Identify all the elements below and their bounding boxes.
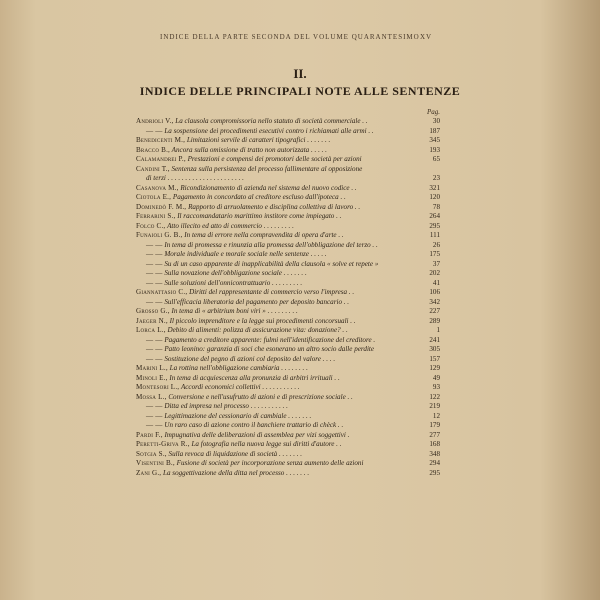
index-entry	[136, 393, 440, 402]
entry-page: 175	[429, 250, 440, 258]
entry-text	[136, 165, 362, 174]
entry-title: Ditta ed impresa nel processo . . . . . . . . . . .	[162, 402, 288, 410]
entry-author: Ciotola E.,	[136, 193, 172, 201]
entry-author: — —	[146, 402, 163, 410]
entry-author: Zani G.,	[136, 468, 162, 477]
index-entry	[136, 203, 440, 212]
entry-text	[146, 421, 343, 430]
page-column-label: Pag.	[426, 108, 440, 116]
entry-author: — —	[146, 259, 163, 268]
entry-title: Il piccolo imprenditore e la legge sui procedimenti concorsuali . .	[167, 316, 356, 325]
entry-title: Morale individuale e morale sociale nelle sentenze . . . . .	[162, 250, 327, 258]
entry-page: 294	[429, 459, 440, 467]
entry-title: Sulle soluzioni dell'onnicontrattuario . . . . . . . . .	[162, 278, 303, 287]
entry-text	[136, 469, 309, 478]
entry-text	[136, 117, 368, 126]
entry-page: 49	[432, 373, 440, 382]
entry-title: Il raccomandatario marittimo institore come impiegato . .	[175, 212, 342, 220]
entry-text	[146, 260, 378, 269]
entry-title: La fotografia nella nuova legge sui diritti d'autore . .	[189, 440, 342, 448]
entry-page: 26	[432, 240, 440, 249]
entry-title: Pagamento in concordato al creditore escluso dall'ipoteca . .	[171, 193, 346, 201]
entry-author: — —	[146, 250, 163, 258]
entry-author: Candini T.,	[136, 164, 170, 173]
entry-author: Giannattasio C.,	[136, 288, 188, 296]
entry-title: Su di un caso apparente di inapplicabilità della clausola « solve et repete »	[162, 259, 379, 268]
running-head-title: INDICE DELLA PARTE SECONDA DEL VOLUME QUARANTESIMO	[160, 33, 420, 41]
entry-page: 264	[429, 212, 440, 220]
entry-text	[136, 203, 360, 212]
entry-text	[146, 345, 374, 354]
entry-title: Patto leonino: garanzia di soci che esonerano un altro socio dalle perdite	[162, 345, 375, 353]
entry-author: Calamandrei P.,	[136, 155, 186, 163]
entry-text	[146, 402, 288, 411]
entry-author: Andrioli V.,	[136, 117, 174, 125]
entry-title: Diritti del rappresentante di commercio verso l'impresa . .	[187, 288, 355, 296]
entry-title: In tema di acquiescenza alla pronunzia di arbitri irrituali . .	[167, 373, 340, 382]
entry-text	[136, 231, 344, 240]
entry-page: 65	[432, 155, 440, 163]
entry-author: Pardi F.,	[136, 430, 163, 439]
index-entry	[136, 412, 440, 421]
entry-page: 342	[429, 297, 440, 306]
entry-author: Grosso G.,	[136, 307, 170, 315]
entry-text	[136, 364, 308, 373]
entry-author: — —	[146, 345, 163, 353]
entry-author: Peretti-Griva R.,	[136, 440, 190, 448]
index-entry	[136, 336, 440, 345]
index-entry	[136, 355, 440, 364]
entry-page: 289	[429, 316, 440, 325]
entry-text	[136, 317, 356, 326]
entry-text	[136, 193, 346, 202]
entry-author: Marini L.,	[136, 364, 168, 372]
index-entry	[136, 260, 440, 269]
entry-page: 345	[429, 136, 440, 144]
entry-author: Lorca L.,	[136, 326, 166, 334]
entry-page: 321	[429, 183, 440, 192]
index-entry	[136, 146, 440, 155]
entry-text	[136, 212, 341, 221]
entry-page: 157	[429, 354, 440, 363]
entry-text	[136, 184, 357, 193]
entry-page: 277	[429, 430, 440, 439]
entry-text	[146, 298, 349, 307]
entry-page: 193	[429, 145, 440, 154]
entry-title: Atto illecito ed atto di commercio . . . . . . . . .	[165, 221, 294, 230]
entry-title: Impugnativa delle deliberazioni di assemblea per vizi soggettivi .	[162, 430, 350, 439]
section-title: INDICE DELLE PRINCIPALI NOTE ALLE SENTENZE	[139, 84, 461, 98]
entry-text	[146, 412, 311, 421]
entry-author: Sotgia S.,	[136, 449, 167, 458]
index-entry	[136, 345, 440, 354]
index-entry	[136, 193, 440, 202]
entry-text	[136, 440, 341, 449]
index-entry	[136, 374, 440, 383]
entry-text	[136, 146, 327, 155]
entry-page: 295	[429, 468, 440, 477]
index-entry	[136, 250, 440, 259]
index-entry	[136, 450, 440, 459]
entry-page: 41	[432, 278, 440, 287]
entry-page: 120	[429, 193, 440, 201]
entry-text	[136, 222, 294, 231]
index-entry	[136, 117, 440, 126]
entry-page: 1	[436, 326, 440, 334]
index-entry	[136, 402, 440, 411]
entry-text	[136, 459, 363, 468]
index-entry	[136, 298, 440, 307]
entry-text	[146, 279, 302, 288]
entry-author: Bracco B.,	[136, 145, 171, 154]
entry-page: 305	[429, 345, 440, 353]
entry-page: 37	[432, 259, 440, 268]
index-entry	[136, 127, 440, 136]
entry-text	[146, 127, 374, 136]
index-entry	[136, 184, 440, 193]
index-entry	[136, 241, 440, 250]
entry-text	[136, 307, 298, 316]
entry-page: 111	[429, 231, 440, 239]
entry-title: Legittimazione del cessionario di cambiale . . . . . . .	[162, 411, 312, 420]
entry-page: 348	[429, 449, 440, 458]
entry-author: Ferrarini S.,	[136, 212, 176, 220]
entry-text	[136, 136, 330, 145]
index-entry	[136, 421, 440, 430]
entry-title: Sull'efficacia liberatoria del pagamento per deposito bancario . .	[162, 297, 350, 306]
entry-author: Visentini B.,	[136, 459, 175, 467]
entry-text	[136, 383, 300, 392]
entry-page: 78	[432, 202, 440, 211]
entry-page: 30	[432, 117, 440, 125]
entry-title: In tema di promessa e rinunzia alla promessa dell'obbligazione del terzo . .	[162, 240, 378, 249]
entry-page: 129	[429, 364, 440, 372]
entry-title: In tema di « arbitrium boni viri » . . . . . . . . .	[169, 307, 298, 315]
entry-text	[146, 269, 307, 278]
index-entry	[136, 288, 440, 297]
index-entry	[136, 440, 440, 449]
entry-page: 202	[429, 269, 440, 277]
index-entry	[136, 431, 440, 440]
entry-title: La sospensione dei procedimenti esecutivi contro i richiamati alle armi . .	[162, 126, 374, 135]
entry-text	[146, 241, 378, 250]
entry-title: Debito di alimenti: polizza di assicurazione vita: donazione? . .	[165, 326, 348, 334]
entry-author: Folco C.,	[136, 221, 166, 230]
entry-text	[136, 288, 354, 297]
entry-text	[146, 355, 335, 364]
entry-title: Sulla novazione dell'obbligazione sociale . . . . . . .	[162, 269, 307, 277]
entry-text	[136, 374, 340, 383]
index-entry	[136, 326, 440, 335]
entry-title: La clausola compromissoria nello statuto di società commerciale . .	[173, 117, 368, 125]
entry-title: Rapporto di arruolamento e disciplina collettiva di lavoro . .	[186, 202, 361, 211]
entry-author: Funaioli G. B.,	[136, 231, 183, 239]
entry-author: — —	[146, 240, 163, 249]
entry-title: Prestazioni e compensi dei promotori delle società per azioni	[185, 155, 362, 163]
index-entry	[136, 165, 440, 174]
entry-author: — —	[146, 269, 163, 277]
entry-title: Un raro caso di azione contro il banchiere trattario di chèck . .	[162, 421, 344, 429]
entry-author: Montesori L.,	[136, 383, 180, 391]
index-entry	[136, 469, 440, 478]
entry-text	[136, 155, 362, 164]
entry-page: 227	[429, 307, 440, 315]
entry-text	[136, 450, 302, 459]
entry-text	[136, 326, 348, 335]
index-entry	[136, 231, 440, 240]
entry-author: Jaeger N.,	[136, 316, 168, 325]
entry-author: Benedicenti M.,	[136, 136, 186, 144]
entry-author: — —	[146, 278, 163, 287]
entry-title: La rottina nell'obbligazione cambiaria . . . . . . . .	[167, 364, 308, 372]
index-entry	[136, 269, 440, 278]
entry-title: di terzi . . . . . . . . . . . . . . . . . . . . . .	[146, 174, 244, 182]
index-entry	[136, 307, 440, 316]
index-entry	[136, 155, 440, 164]
entry-title: In tema di errore nella compravendita di opera d'arte . .	[182, 231, 344, 239]
entry-text	[136, 393, 353, 402]
entry-title: Conversione e nell'usufrutto di azioni e di prescrizione sociale . .	[166, 392, 353, 401]
index-entry	[136, 136, 440, 145]
running-head-page-number: XV	[420, 33, 433, 41]
entry-title: Ancora sulla omissione di tratto non autorizzata . . . . .	[170, 145, 327, 154]
index-entry	[136, 364, 440, 373]
index-entry	[136, 317, 440, 326]
entry-title: Fusione di società per incorporazione senza aumento delle azioni	[174, 459, 364, 467]
entry-title: Ricondizionamento di azienda nel sistema del nuovo codice . .	[178, 183, 357, 192]
entry-author: Mossa L.,	[136, 392, 167, 401]
index-entry	[136, 212, 440, 221]
entry-author: — —	[146, 354, 163, 363]
entry-page: 93	[432, 383, 440, 391]
entry-page: 23	[432, 174, 440, 182]
entry-page: 168	[429, 440, 440, 448]
entry-title: Sulla revoca di liquidazione di società . . . . . . .	[166, 449, 303, 458]
entry-page: 12	[432, 411, 440, 420]
entry-text	[146, 250, 327, 259]
index-entry	[136, 279, 440, 288]
index-entry	[136, 222, 440, 231]
entry-author: — —	[146, 411, 163, 420]
entry-page: 241	[429, 335, 440, 344]
entry-author: — —	[146, 335, 163, 344]
entry-title: Accordi economici collettivi . . . . . . . . . . .	[179, 383, 300, 391]
entry-page: 295	[429, 221, 440, 230]
entry-page: 179	[429, 421, 440, 429]
entry-page: 219	[429, 402, 440, 410]
entry-author: — —	[146, 421, 163, 429]
entry-author: — —	[146, 297, 163, 306]
entry-title: Limitazioni servile di caratteri tipografici . . . . . . .	[185, 136, 331, 144]
index-entry	[136, 174, 440, 183]
entry-title: Pagamento a creditore apparente: fulmi nell'identificazione del creditore .	[162, 335, 376, 344]
entry-author: Minoli E.,	[136, 373, 168, 382]
entry-text	[146, 336, 375, 345]
entry-title: Sostituzione del pegno di azioni col deposito del valore . . . .	[162, 354, 336, 363]
entry-author: — —	[146, 126, 163, 135]
section-number: II.	[293, 66, 307, 81]
entry-author: Casanova M.,	[136, 183, 179, 192]
entry-title: La soggettivazione della ditta nel processo . . . . . . .	[161, 468, 310, 477]
index-entry	[136, 459, 440, 468]
index-entry	[136, 383, 440, 392]
entry-page: 122	[429, 392, 440, 401]
entry-text	[146, 174, 244, 183]
entry-page: 106	[429, 288, 440, 296]
entry-title: Sentenza sulla persistenza del processo fallimentare al opposizione	[169, 164, 363, 173]
entry-page: 187	[429, 126, 440, 135]
entry-text	[136, 431, 349, 440]
entry-author: Dominedò F. M.,	[136, 202, 187, 211]
